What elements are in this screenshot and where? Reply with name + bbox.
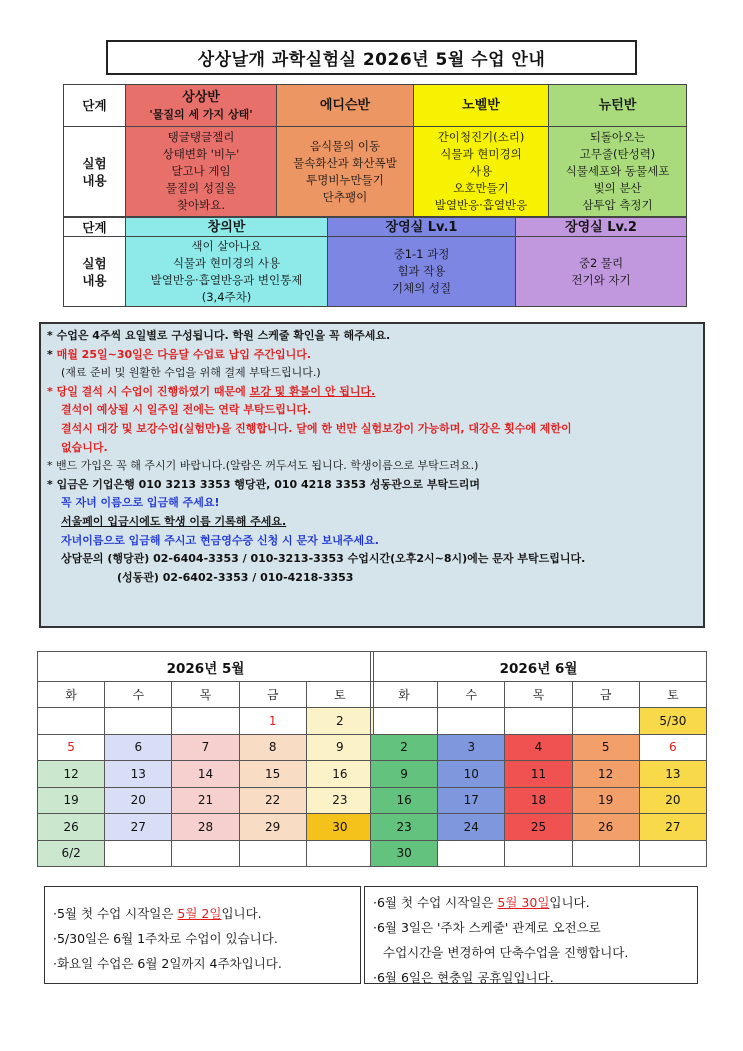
weekday: 목 [172, 682, 239, 708]
notice-box [39, 322, 705, 628]
day-cell: 16 [306, 761, 373, 788]
content-sangsang: 탱글탱글젤리 상태변화 '비누' 달고나 게임 물질의 성질을 찾아봐요. [126, 127, 277, 217]
notice-line: 결석시 대강 및 보강수업(실험만)을 진행합니다. 달에 한 번만 실험보강이 가능하며, 대강은 횟수에 제한이 [61, 421, 572, 435]
day-cell: 23 [371, 814, 438, 841]
notice-line: 결석이 예상될 시 일주일 전에는 연락 부탁드립니다. [61, 403, 312, 417]
day-cell: 29 [239, 814, 306, 841]
day-cell: 5/30 [639, 708, 706, 735]
class-newton: 뉴턴반 [549, 85, 687, 127]
note-line: ·6월 3일은 '주차 스케줄' 관계로 오전으로 [373, 920, 601, 935]
day-cell: 2 [371, 734, 438, 761]
day-cell: 25 [505, 814, 572, 841]
day-cell [105, 708, 172, 735]
class-nobel: 노벨반 [414, 85, 549, 127]
day-cell: 12 [572, 761, 639, 788]
stage-label: 단계 [64, 85, 126, 127]
note-line: ·화요일 수업은 6월 2일까지 4주차입니다. [53, 956, 282, 971]
notice-line: 꼭 자녀 이름으로 입금해 주세요! [61, 496, 220, 510]
note-june [364, 886, 698, 984]
program-table-2 [63, 217, 687, 307]
note-may [44, 886, 361, 984]
class-changui: 창의반 [126, 218, 328, 237]
notice-line: * 수업은 4주씩 요일별로 구성됩니다. 학원 스케줄 확인을 꼭 해주세요. [47, 329, 391, 342]
day-cell: 18 [505, 787, 572, 814]
day-cell: 16 [371, 787, 438, 814]
day-cell: 5 [572, 734, 639, 761]
day-cell: 2 [306, 708, 373, 735]
calendar-may [37, 651, 374, 867]
day-cell [639, 840, 706, 867]
notice-line: * 매월 25일~30일은 다음달 수업료 납입 주간입니다. [47, 347, 312, 361]
day-cell [38, 708, 105, 735]
day-cell [505, 708, 572, 735]
class-jangyeongsil-2: 장영실 Lv.2 [516, 218, 687, 237]
day-cell: 30 [306, 814, 373, 841]
day-cell: 28 [172, 814, 239, 841]
day-cell: 4 [505, 734, 572, 761]
weekday: 금 [239, 682, 306, 708]
day-cell: 1 [239, 708, 306, 735]
content-label: 실험 내용 [64, 127, 126, 217]
weekday: 화 [38, 682, 105, 708]
content-jangyeongsil-1: 중1-1 과정 힘과 작용 기체의 성질 [328, 237, 516, 307]
notice-line: 자녀이름으로 입금해 주시고 현금영수증 신청 시 문자 보내주세요. [61, 533, 379, 547]
note-line: ·5월 첫 수업 시작일은 5월 2일입니다. [53, 906, 262, 921]
day-cell [172, 840, 239, 867]
day-cell: 10 [438, 761, 505, 788]
content-edison: 음식물의 이동 물속화산과 화산폭발 투명비누만들기 단추팽이 [277, 127, 414, 217]
calendar-title: 2026년 5월 [38, 652, 374, 682]
notice-line: (성동관) 02-6402-3353 / 010-4218-3353 [117, 570, 354, 584]
content-jangyeongsil-2: 중2 물리 전기와 자기 [516, 237, 687, 307]
day-cell: 27 [639, 814, 706, 841]
day-cell: 13 [639, 761, 706, 788]
weekday: 토 [306, 682, 373, 708]
content-label-2: 실험 내용 [64, 237, 126, 307]
day-cell: 19 [572, 787, 639, 814]
weekday: 금 [572, 682, 639, 708]
notice-line: * 당일 결석 시 수업이 진행하였기 때문에 보강 및 환불이 안 됩니다. [47, 384, 376, 398]
weekday: 수 [438, 682, 505, 708]
day-cell: 9 [371, 761, 438, 788]
day-cell [172, 708, 239, 735]
day-cell: 17 [438, 787, 505, 814]
day-cell: 19 [38, 787, 105, 814]
day-cell: 30 [371, 840, 438, 867]
day-cell: 6 [105, 734, 172, 761]
weekday: 수 [105, 682, 172, 708]
day-cell: 26 [38, 814, 105, 841]
day-cell: 9 [306, 734, 373, 761]
day-cell: 22 [239, 787, 306, 814]
day-cell: 23 [306, 787, 373, 814]
notice-line: 서울페이 입금시에도 학생 이름 기록해 주세요. [61, 514, 287, 528]
day-cell [306, 840, 373, 867]
notice-line: 상담문의 (행당관) 02-6404-3353 / 010-3213-3353 수업시간(오후2시~8시)에는 문자 부탁드립니다. [61, 552, 586, 566]
content-nobel: 간이청진기(소리) 식물과 현미경의 사용 오호만들기 발열반응·흡열반응 [414, 127, 549, 217]
day-cell [105, 840, 172, 867]
day-cell [572, 708, 639, 735]
day-cell: 11 [505, 761, 572, 788]
class-jangyeongsil-1: 장영실 Lv.1 [328, 218, 516, 237]
class-sangsang: 상상반 '물질의 세 가지 상태' [126, 85, 277, 127]
day-cell: 5 [38, 734, 105, 761]
day-cell: 20 [639, 787, 706, 814]
page-title: 상상날개 과학실험실 2026년 5월 수업 안내 [106, 40, 637, 75]
note-line: ·6월 첫 수업 시작일은 5월 30일입니다. [373, 895, 590, 910]
program-table [63, 84, 687, 217]
day-cell [438, 708, 505, 735]
day-cell: 27 [105, 814, 172, 841]
day-cell: 26 [572, 814, 639, 841]
day-cell [572, 840, 639, 867]
content-changui: 색이 살아나요 식물과 현미경의 사용 발열반응·흡열반응과 변인통제 (3,4주차) [126, 237, 328, 307]
day-cell [438, 840, 505, 867]
day-cell: 6 [639, 734, 706, 761]
day-cell: 8 [239, 734, 306, 761]
day-cell: 24 [438, 814, 505, 841]
day-cell: 7 [172, 734, 239, 761]
calendar-june [370, 651, 707, 867]
day-cell: 14 [172, 761, 239, 788]
calendar-title: 2026년 6월 [371, 652, 707, 682]
day-cell: 12 [38, 761, 105, 788]
day-cell [371, 708, 438, 735]
weekday: 토 [639, 682, 706, 708]
day-cell: 13 [105, 761, 172, 788]
day-cell: 15 [239, 761, 306, 788]
note-line: 수업시간을 변경하여 단축수업을 진행합니다. [383, 945, 629, 960]
class-edison: 에디슨반 [277, 85, 414, 127]
weekday: 목 [505, 682, 572, 708]
day-cell: 6/2 [38, 840, 105, 867]
note-line: ·6월 6일은 현충일 공휴일입니다. [373, 970, 554, 985]
content-newton: 되돌아오는 고무줄(탄성력) 식물세포와 동물세포 빛의 분산 삼투압 측정기 [549, 127, 687, 217]
notice-line: * 밴드 가입은 꼭 해 주시기 바랍니다.(알람은 꺼두셔도 됩니다. 학생이름으로 부탁드려요.) [47, 459, 479, 473]
day-cell [239, 840, 306, 867]
weekday: 화 [371, 682, 438, 708]
notice-line: 없습니다. [61, 440, 108, 454]
day-cell: 20 [105, 787, 172, 814]
day-cell: 3 [438, 734, 505, 761]
day-cell [505, 840, 572, 867]
notice-line: * 입금은 기업은행 010 3213 3353 행당관, 010 4218 3353 성동관으로 부탁드리며 [47, 477, 480, 491]
stage-label-2: 단계 [64, 218, 126, 237]
day-cell: 21 [172, 787, 239, 814]
notice-line: (재료 준비 및 원활한 수업을 위해 결제 부탁드립니다.) [61, 366, 321, 380]
note-line: ·5/30일은 6월 1주차로 수업이 있습니다. [53, 931, 278, 946]
